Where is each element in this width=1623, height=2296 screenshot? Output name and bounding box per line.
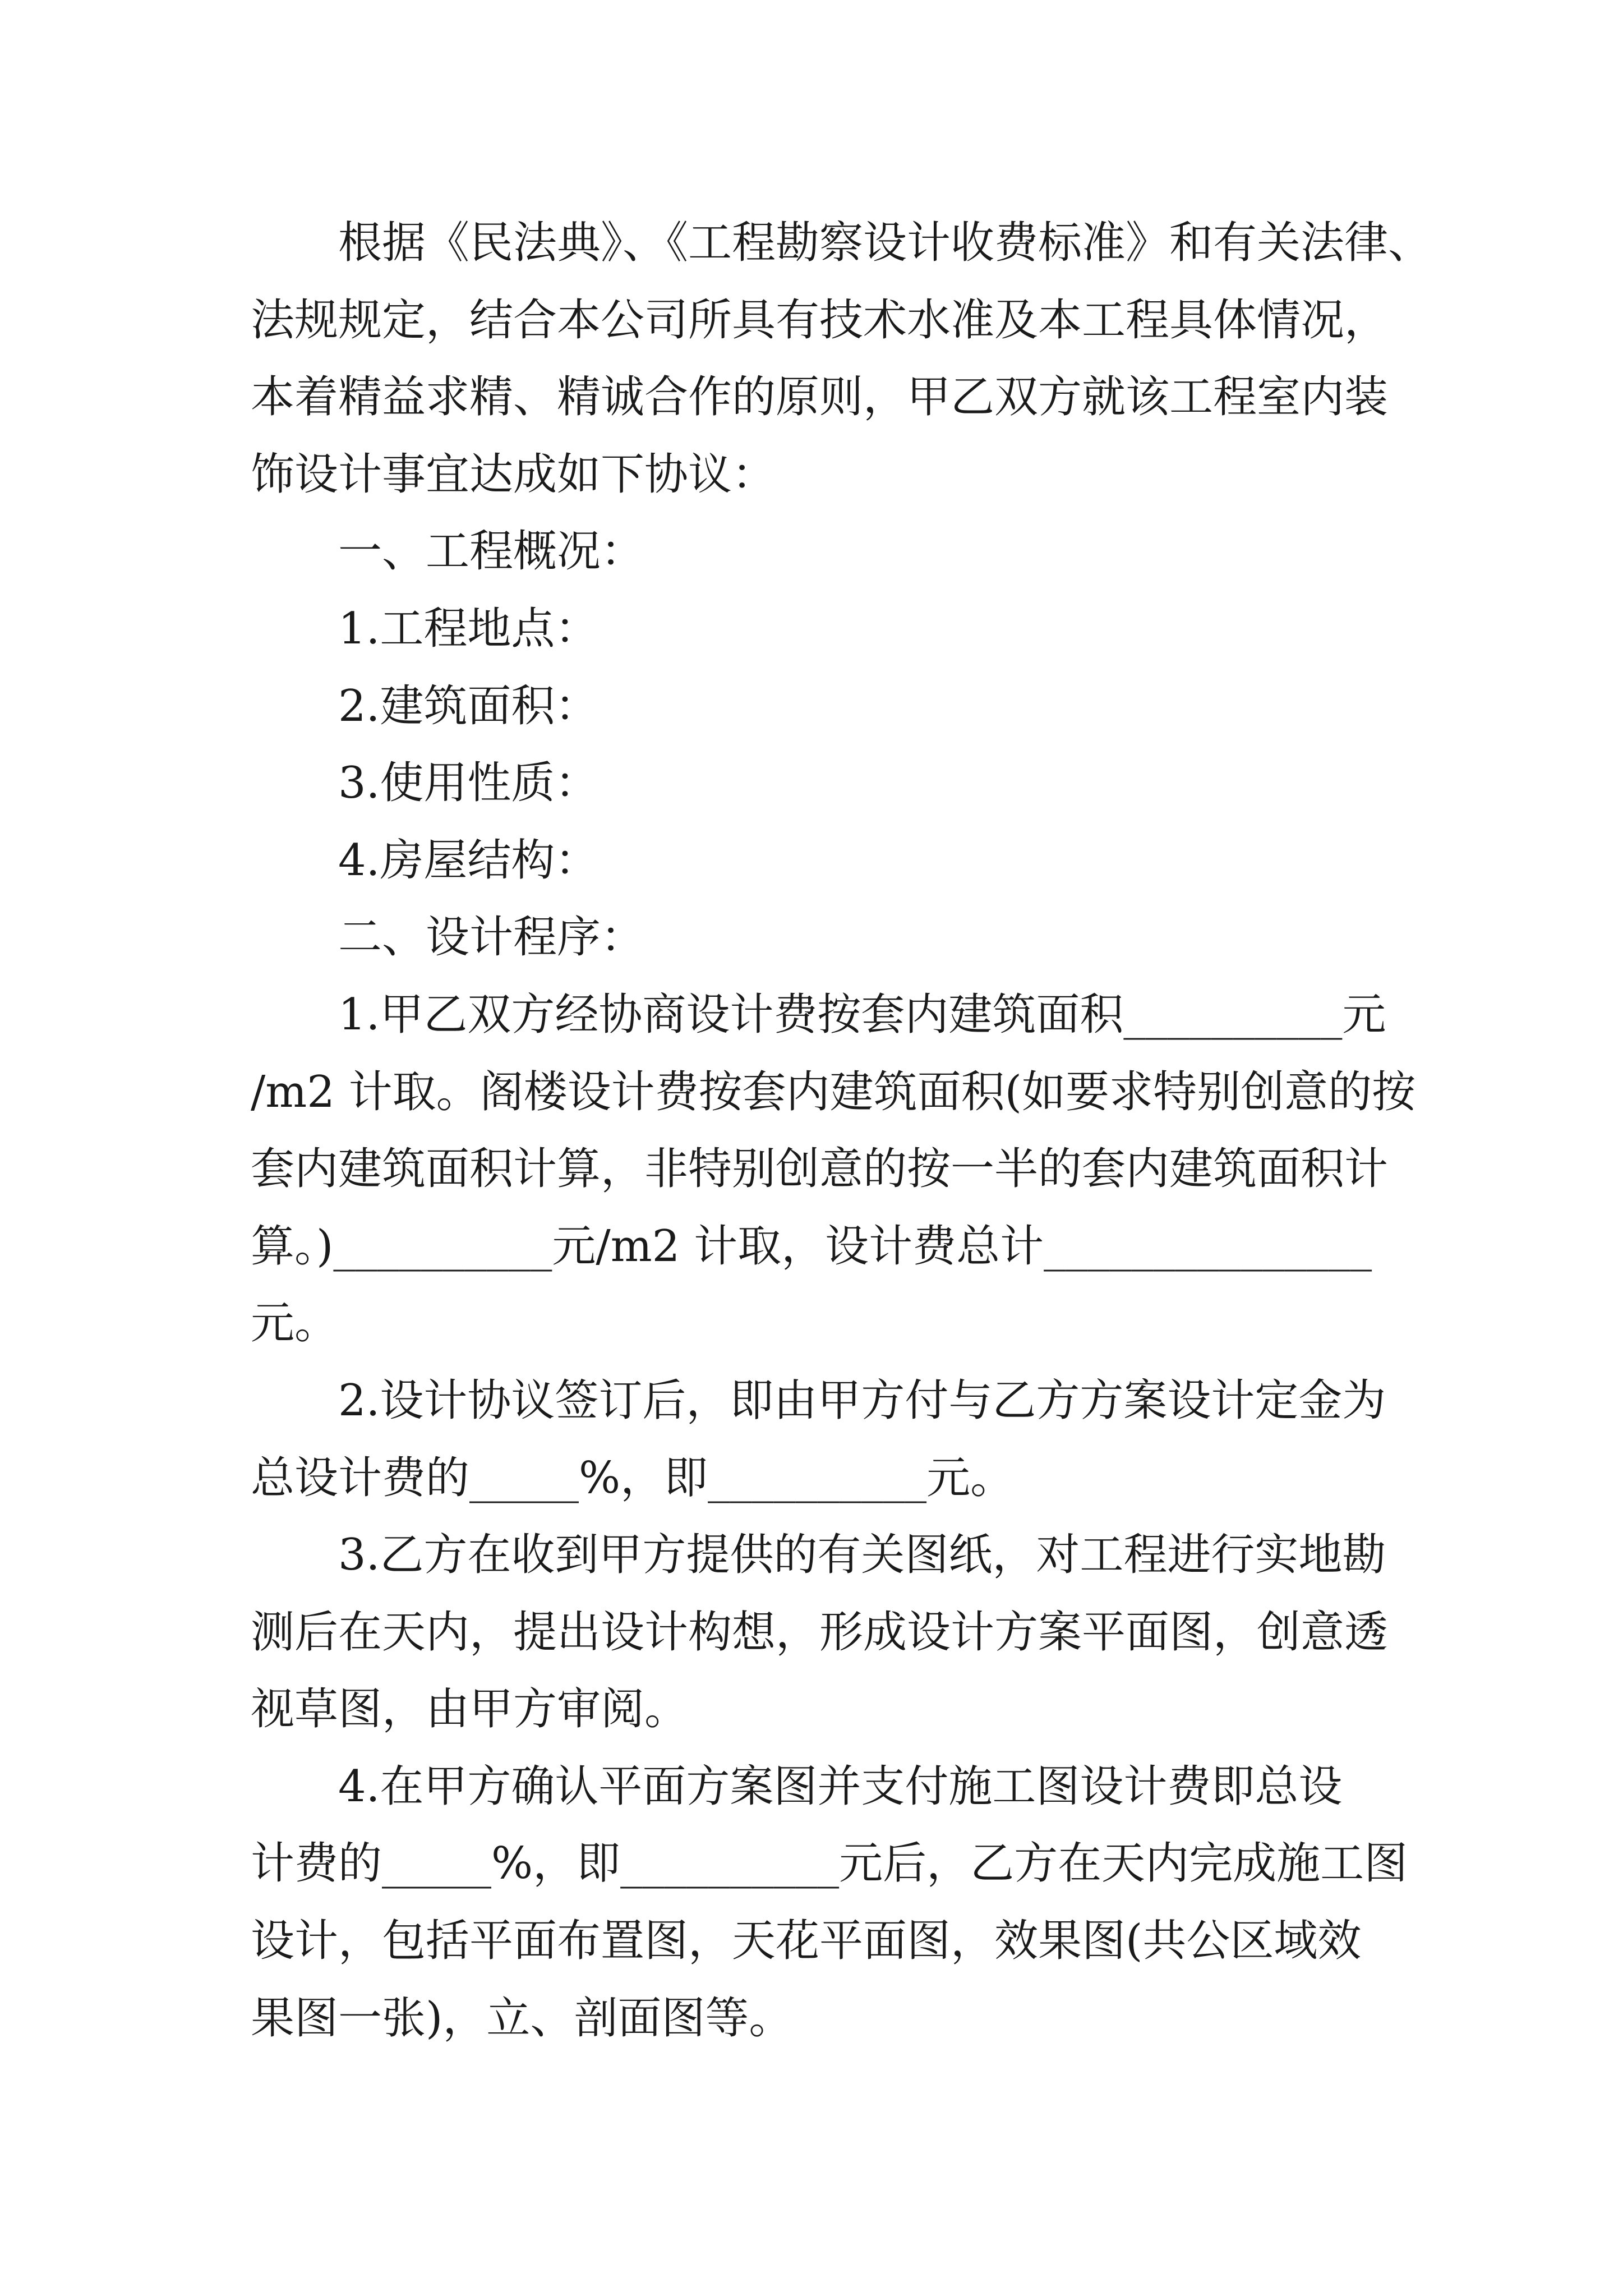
text-line: 饰设计事宜达成如下协议： bbox=[251, 449, 776, 500]
clause-deposit bbox=[251, 1363, 1440, 1517]
document-body bbox=[251, 205, 1440, 2057]
text-line: 计费的_____%，即__________元后，乙方在天内完成施工图 bbox=[251, 1838, 1408, 1889]
text-line: 套内建筑面积计算，非特别创意的按一半的套内建筑面积计 bbox=[251, 1144, 1389, 1195]
clause-design-fee bbox=[251, 977, 1440, 1363]
item-project-location bbox=[251, 591, 1440, 668]
text-line: 一、工程概况： bbox=[338, 526, 645, 577]
text-line: 视草图，由甲方审阅。 bbox=[251, 1684, 689, 1735]
text-line: 元。 bbox=[251, 1298, 339, 1349]
section-heading-design-procedure bbox=[251, 899, 1440, 977]
text-line: 2.设计协议签订后，即由甲方付与乙方方案设计定金为 bbox=[338, 1375, 1386, 1426]
text-line: 1.工程地点： bbox=[338, 603, 599, 654]
text-line: 3.使用性质： bbox=[338, 758, 599, 809]
text-line: 测后在天内，提出设计构想，形成设计方案平面图，创意透 bbox=[251, 1607, 1389, 1658]
item-house-structure bbox=[251, 822, 1440, 900]
text-line: 总设计费的_____%，即__________元。 bbox=[251, 1452, 1015, 1503]
text-line: 根据《民法典》、《工程勘察设计收费标准》和有关法律、 bbox=[338, 218, 1432, 268]
text-line: 果图一张)，立、剖面图等。 bbox=[251, 1993, 793, 2044]
clause-construction-drawings bbox=[251, 1749, 1440, 2057]
text-line: 法规规定，结合本公司所具有技术水准及本工程具体情况， bbox=[251, 295, 1389, 346]
item-building-area bbox=[251, 668, 1440, 746]
section-heading-project-overview bbox=[251, 513, 1440, 591]
text-line: 2.建筑面积： bbox=[338, 680, 599, 731]
text-line: 4.在甲方确认平面方案图并支付施工图设计费即总设 bbox=[338, 1761, 1343, 1812]
text-line: 1.甲乙双方经协商设计费按套内建筑面积__________元 bbox=[338, 989, 1386, 1040]
clause-scheme-design bbox=[251, 1517, 1440, 1749]
text-line: 二、设计程序： bbox=[338, 912, 645, 963]
paragraph-preamble bbox=[251, 205, 1440, 513]
text-line: 本着精益求精、精诚合作的原则，甲乙双方就该工程室内装 bbox=[251, 372, 1389, 423]
text-line: 算。)__________元/m2 计取，设计费总计_______________ bbox=[251, 1221, 1372, 1272]
text-line: /m2 计取。阁楼设计费按套内建筑面积(如要求特别创意的按 bbox=[251, 1066, 1416, 1117]
text-line: 设计，包括平面布置图，天花平面图，效果图(共公区域效 bbox=[251, 1916, 1362, 1967]
text-line: 3.乙方在收到甲方提供的有关图纸，对工程进行实地勘 bbox=[338, 1530, 1386, 1581]
item-usage-type bbox=[251, 745, 1440, 822]
text-line: 4.房屋结构： bbox=[338, 835, 599, 886]
